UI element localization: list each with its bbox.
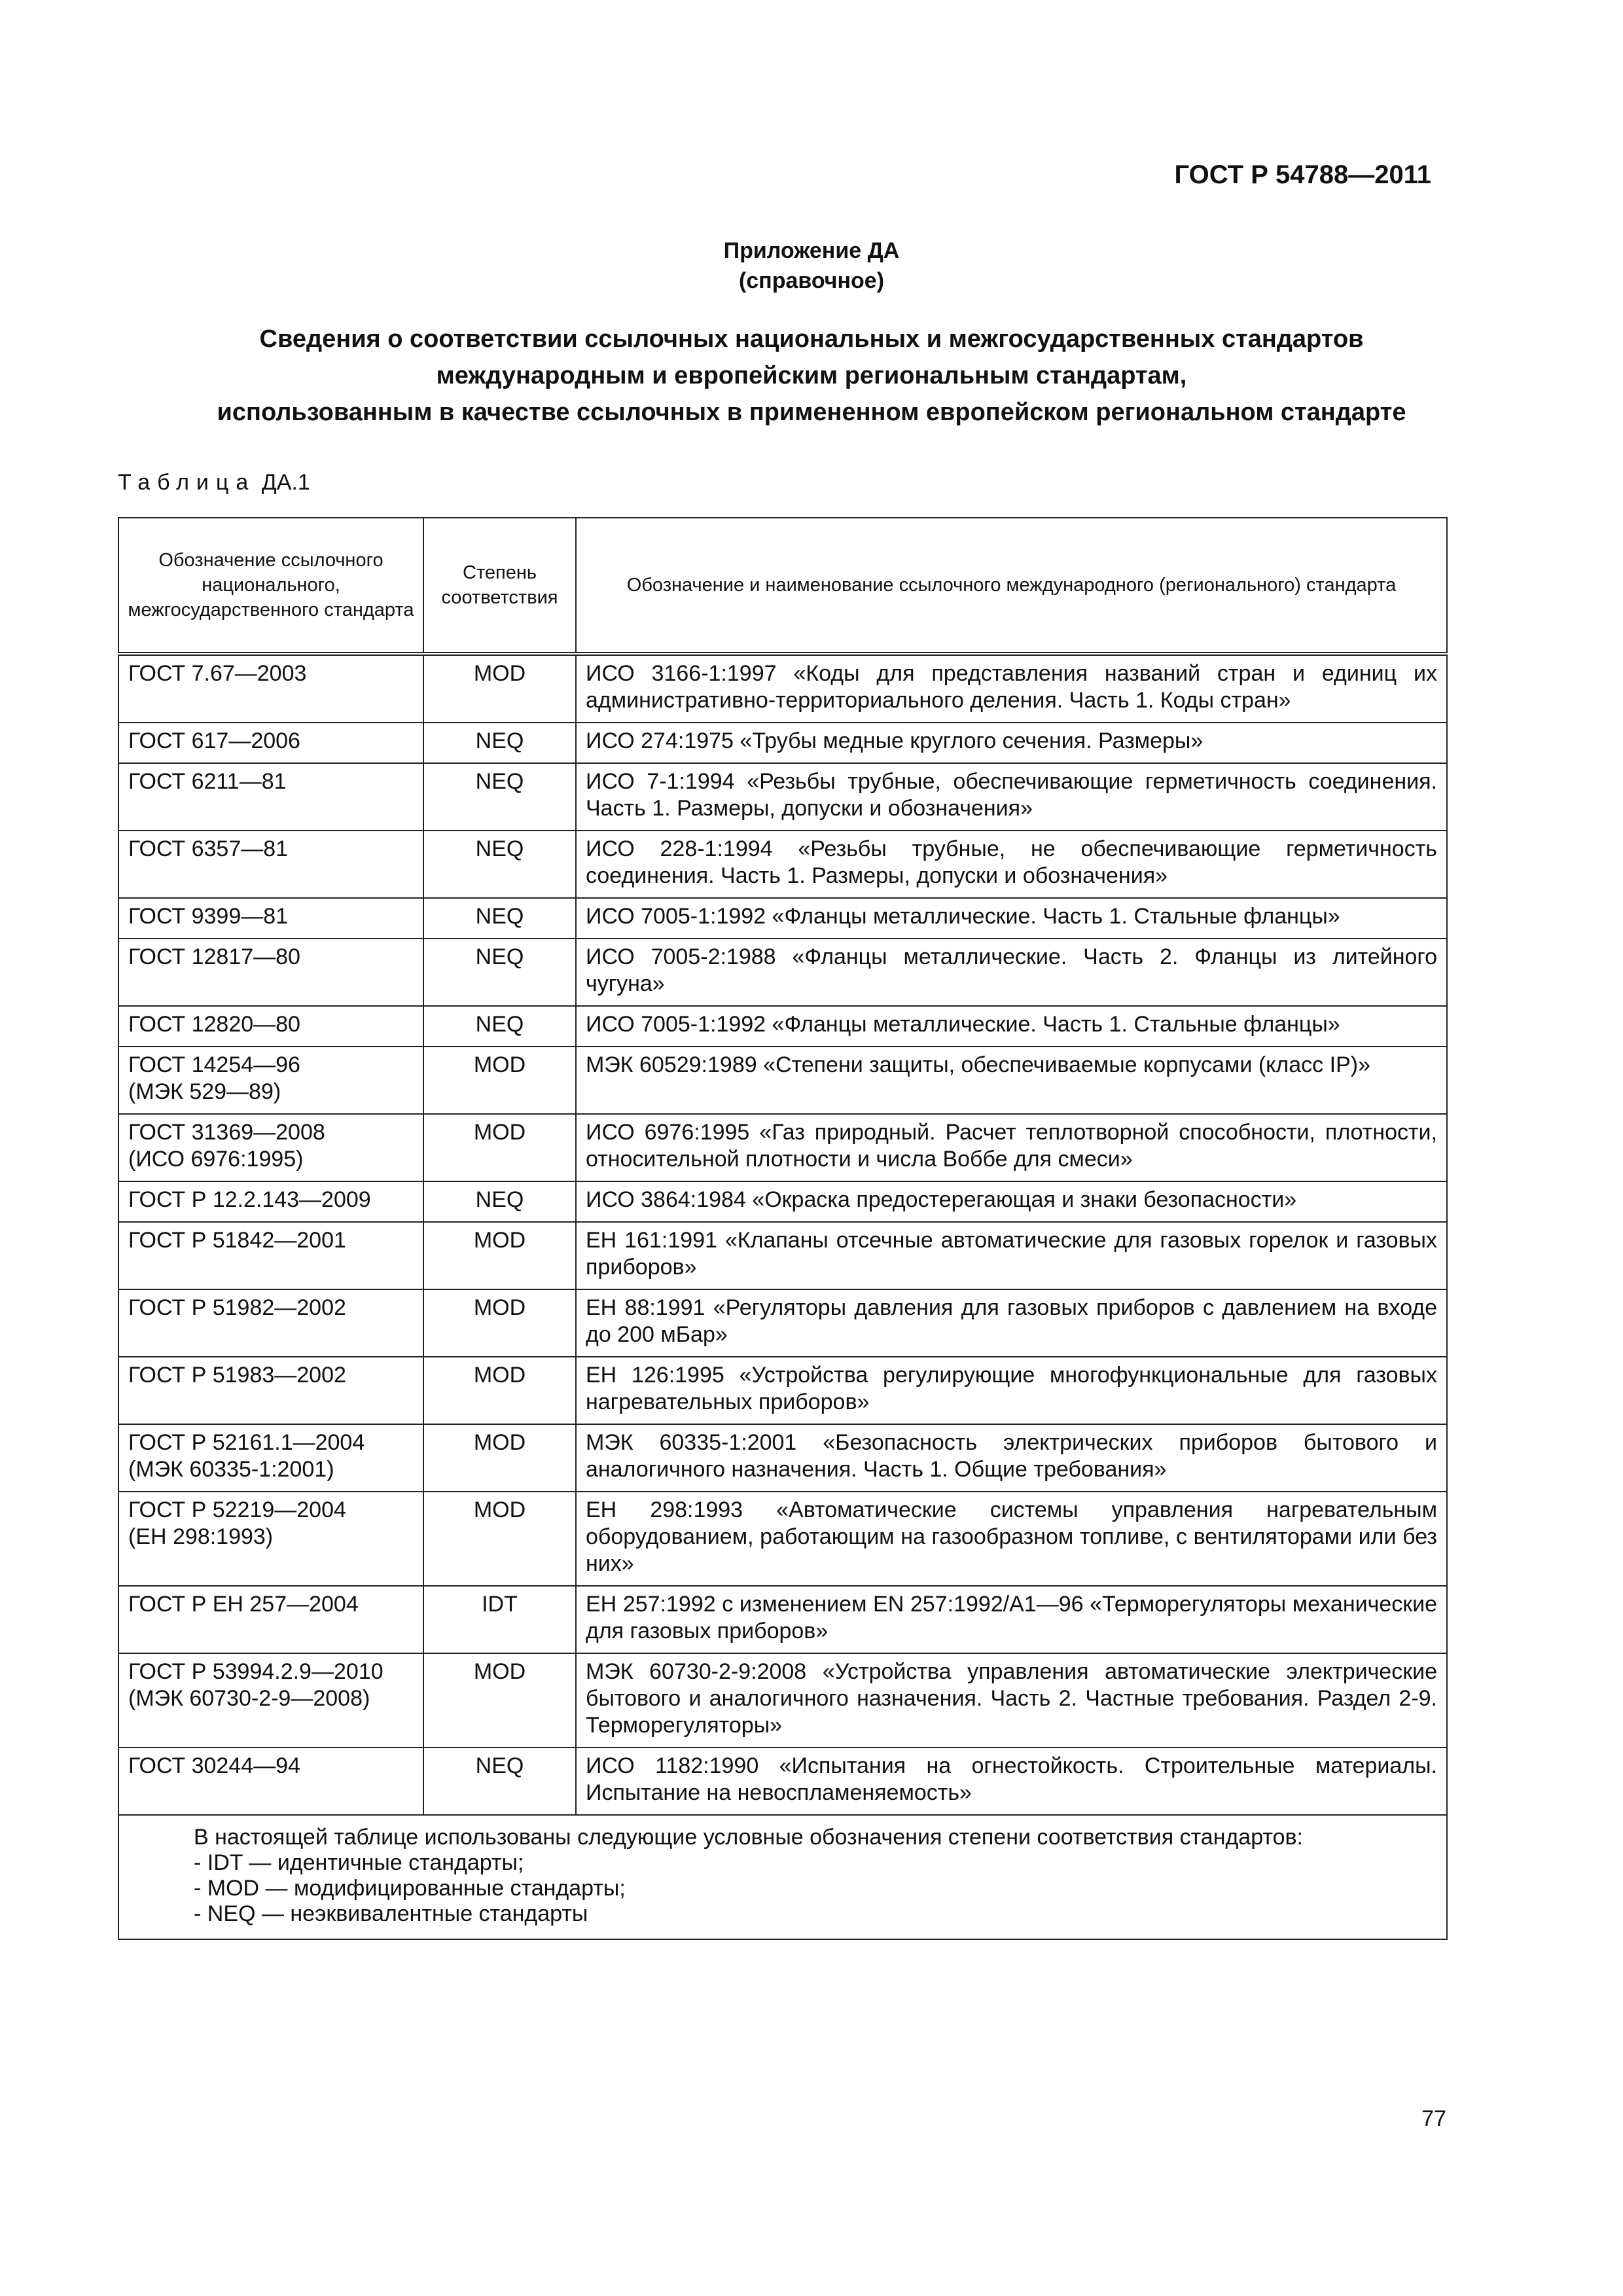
table-row bbox=[118, 1181, 1447, 1222]
national-standard-cell: ГОСТ 617—2006 bbox=[118, 723, 423, 763]
international-standard-cell: ИСО 3864:1984 «Окраска предостерегающая и знаки безопасности» bbox=[576, 1181, 1447, 1222]
degree-cell: MOD bbox=[423, 1222, 576, 1289]
standards-correspondence-table bbox=[118, 517, 1448, 1940]
degree-cell: NEQ bbox=[423, 723, 576, 763]
table-note-row bbox=[118, 1815, 1447, 1939]
table-row bbox=[118, 831, 1447, 898]
table-row bbox=[118, 1289, 1447, 1357]
degree-cell: MOD bbox=[423, 1424, 576, 1492]
degree-cell: NEQ bbox=[423, 898, 576, 939]
international-standard-cell: ИСО 7005-1:1992 «Фланцы металлические. Часть 1. Стальные фланцы» bbox=[576, 898, 1447, 939]
table-container bbox=[118, 517, 1446, 1940]
table-row bbox=[118, 723, 1447, 763]
national-standard-cell: ГОСТ 9399—81 bbox=[118, 898, 423, 939]
national-standard-cell: ГОСТ 14254—96 (МЭК 529—89) bbox=[118, 1047, 423, 1114]
international-standard-cell: ИСО 3166-1:1997 «Коды для представления названий стран и единиц их административно-территориального деления. Часть 1. Коды стран» bbox=[576, 654, 1447, 723]
international-standard-cell: ИСО 7005-2:1988 «Фланцы металлические. Часть 2. Фланцы из литейного чугуна» bbox=[576, 939, 1447, 1006]
degree-cell: NEQ bbox=[423, 1748, 576, 1815]
table-row bbox=[118, 1047, 1447, 1114]
degree-cell: NEQ bbox=[423, 831, 576, 898]
table-note bbox=[118, 1815, 1447, 1939]
degree-cell: MOD bbox=[423, 1492, 576, 1586]
international-standard-cell: ИСО 7-1:1994 «Резьбы трубные, обеспечивающие герметичность соединения. Часть 1. Размеры, допуски и обозначения» bbox=[576, 763, 1447, 831]
section-title bbox=[98, 321, 1525, 431]
international-standard-cell: ИСО 274:1975 «Трубы медные круглого сечения. Размеры» bbox=[576, 723, 1447, 763]
table-row bbox=[118, 939, 1447, 1006]
international-standard-cell: ИСО 228-1:1994 «Резьбы трубные, не обеспечивающие герметичность соединения. Часть 1. Размеры, допуски и обозначения» bbox=[576, 831, 1447, 898]
table-caption-word: Таблица bbox=[118, 470, 256, 495]
international-standard-cell: МЭК 60730-2-9:2008 «Устройства управления автоматические электрические бытового и аналогичного назначения. Часть 2. Частные требования. Раздел 2-9. Терморегуляторы» bbox=[576, 1653, 1447, 1748]
national-standard-cell: ГОСТ 31369—2008 (ИСО 6976:1995) bbox=[118, 1114, 423, 1181]
national-standard-cell: ГОСТ Р 52219—2004 (ЕН 298:1993) bbox=[118, 1492, 423, 1586]
note-intro: В настоящей таблице использованы следующие условные обозначения степени соответствия стандартов: bbox=[194, 1825, 1303, 1850]
table-row bbox=[118, 1424, 1447, 1492]
international-standard-cell: ИСО 1182:1990 «Испытания на огнестойкость. Строительные материалы. Испытание на невоспламеняемость» bbox=[576, 1748, 1447, 1815]
national-standard-cell: ГОСТ Р 51842—2001 bbox=[118, 1222, 423, 1289]
note-item-neq: - NEQ — неэквивалентные стандарты bbox=[194, 1901, 588, 1926]
degree-cell: NEQ bbox=[423, 763, 576, 831]
national-standard-cell: ГОСТ Р ЕН 257—2004 bbox=[118, 1586, 423, 1653]
national-standard-cell: ГОСТ 12820—80 bbox=[118, 1006, 423, 1047]
national-standard-cell: ГОСТ 7.67—2003 bbox=[118, 654, 423, 723]
international-standard-cell: ЕН 126:1995 «Устройства регулирующие многофункциональные для газовых нагревательных приборов» bbox=[576, 1357, 1447, 1424]
table-header-row bbox=[118, 518, 1447, 654]
national-standard-cell: ГОСТ 30244—94 bbox=[118, 1748, 423, 1815]
degree-cell: MOD bbox=[423, 1114, 576, 1181]
page-number: 77 bbox=[1421, 2106, 1446, 2131]
national-standard-cell: ГОСТ 6211—81 bbox=[118, 763, 423, 831]
table-row bbox=[118, 1114, 1447, 1181]
document-id: ГОСТ Р 54788—2011 bbox=[1174, 160, 1431, 189]
header-national-standard: Обозначение ссылочного национального, межгосударственного стандарта bbox=[118, 518, 423, 654]
appendix-title: Приложение ДА bbox=[723, 238, 900, 263]
degree-cell: MOD bbox=[423, 1289, 576, 1357]
note-item-mod: - MOD — модифицированные стандарты; bbox=[194, 1876, 626, 1901]
degree-cell: MOD bbox=[423, 1357, 576, 1424]
international-standard-cell: ЕН 161:1991 «Клапаны отсечные автоматические для газовых горелок и газовых приборов» bbox=[576, 1222, 1447, 1289]
national-standard-cell: ГОСТ 6357—81 bbox=[118, 831, 423, 898]
table-row bbox=[118, 654, 1447, 723]
degree-cell: NEQ bbox=[423, 1181, 576, 1222]
section-title-line-3: использованным в качестве ссылочных в примененном европейском региональном стандарте bbox=[217, 399, 1406, 426]
degree-cell: MOD bbox=[423, 1047, 576, 1114]
table-row bbox=[118, 1492, 1447, 1586]
international-standard-cell: ИСО 6976:1995 «Газ природный. Расчет теплотворной способности, плотности, относительной плотности и числа Воббе для смеси» bbox=[576, 1114, 1447, 1181]
table-body bbox=[118, 654, 1447, 1815]
header-degree: Степень соответствия bbox=[423, 518, 576, 654]
national-standard-cell: ГОСТ Р 51982—2002 bbox=[118, 1289, 423, 1357]
appendix-heading bbox=[0, 236, 1623, 296]
table-row bbox=[118, 1006, 1447, 1047]
table-caption-number: ДА.1 bbox=[261, 470, 310, 495]
table-row bbox=[118, 1653, 1447, 1748]
section-title-line-2: международным и европейским региональным стандартам, bbox=[436, 362, 1187, 389]
degree-cell: NEQ bbox=[423, 1006, 576, 1047]
international-standard-cell: МЭК 60529:1989 «Степени защиты, обеспечиваемые корпусами (класс IP)» bbox=[576, 1047, 1447, 1114]
appendix-subtitle: (справочное) bbox=[738, 268, 885, 293]
international-standard-cell: ЕН 88:1991 «Регуляторы давления для газовых приборов с давлением на входе до 200 мБар» bbox=[576, 1289, 1447, 1357]
international-standard-cell: ЕН 257:1992 с изменением EN 257:1992/A1—96 «Терморегуляторы механические для газовых приборов» bbox=[576, 1586, 1447, 1653]
degree-cell: MOD bbox=[423, 1653, 576, 1748]
table-row bbox=[118, 1357, 1447, 1424]
degree-cell: IDT bbox=[423, 1586, 576, 1653]
table-row bbox=[118, 1586, 1447, 1653]
international-standard-cell: МЭК 60335-1:2001 «Безопасность электрических приборов бытового и аналогичного назначения. Часть 1. Общие требования» bbox=[576, 1424, 1447, 1492]
national-standard-cell: ГОСТ Р 12.2.143—2009 bbox=[118, 1181, 423, 1222]
national-standard-cell: ГОСТ Р 52161.1—2004 (МЭК 60335-1:2001) bbox=[118, 1424, 423, 1492]
degree-cell: NEQ bbox=[423, 939, 576, 1006]
note-item-idt: - IDT — идентичные стандарты; bbox=[194, 1850, 524, 1875]
national-standard-cell: ГОСТ Р 51983—2002 bbox=[118, 1357, 423, 1424]
table-caption bbox=[118, 470, 310, 495]
international-standard-cell: ИСО 7005-1:1992 «Фланцы металлические. Часть 1. Стальные фланцы» bbox=[576, 1006, 1447, 1047]
international-standard-cell: ЕН 298:1993 «Автоматические системы управления нагревательным оборудованием, работающим на газообразном топливе, с вентиляторами или без них» bbox=[576, 1492, 1447, 1586]
table-row bbox=[118, 763, 1447, 831]
table-row bbox=[118, 1222, 1447, 1289]
table-row bbox=[118, 1748, 1447, 1815]
degree-cell: MOD bbox=[423, 654, 576, 723]
national-standard-cell: ГОСТ 12817—80 bbox=[118, 939, 423, 1006]
header-international-standard: Обозначение и наименование ссылочного международного (регионального) стандарта bbox=[576, 518, 1447, 654]
section-title-line-1: Сведения о соответствии ссылочных национальных и межгосударственных стандартов bbox=[259, 325, 1364, 353]
table-row bbox=[118, 898, 1447, 939]
national-standard-cell: ГОСТ Р 53994.2.9—2010 (МЭК 60730-2-9—2008) bbox=[118, 1653, 423, 1748]
